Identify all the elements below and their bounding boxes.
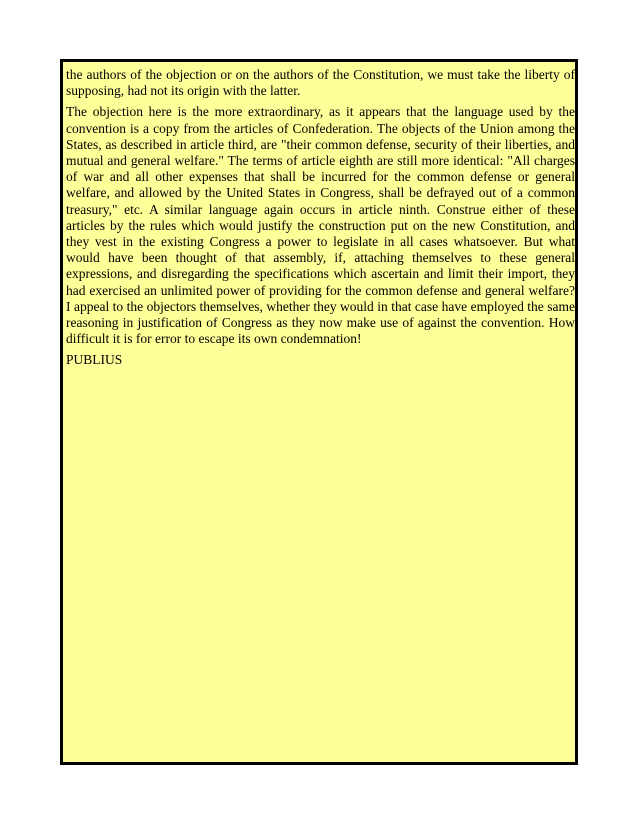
document-page — [60, 59, 578, 765]
signature: PUBLIUS — [66, 352, 123, 368]
paragraph-main: The objection here is the more extraordinary, as it appears that the language used by the convention is a copy from the articles of Confederation. The objects of the Union among the States, as described in article third, are "their common defense, security of their liberties, and mutual and general welfare." The terms of article eighth are still more identical: "All charges of war and all other expenses that shall be incurred for the common defense or general welfare, and allowed by the United States in Congress, shall be defrayed out of a common treasury," etc. A similar language again occurs in article ninth. Construe either of these articles by the rules which would justify the construction put on the new Constitution, and they vest in the existing Congress a power to legislate in all cases whatsoever. But what would have been thought of that assembly, if, attaching themselves to these general expressions, and disregarding the specifications which ascertain and limit their import, they had exercised an unlimited power of providing for the common defense and general welfare? I appeal to the objectors themselves, whether they would in that case have employed the same reasoning in justification of Congress as they now make use of against the convention. How difficult it is for error to escape its own condemnation! — [66, 104, 575, 347]
document-body — [63, 62, 575, 369]
paragraph-continuation: the authors of the objection or on the authors of the Constitution, we must take the liberty of supposing, had not its origin with the latter. — [66, 67, 575, 99]
